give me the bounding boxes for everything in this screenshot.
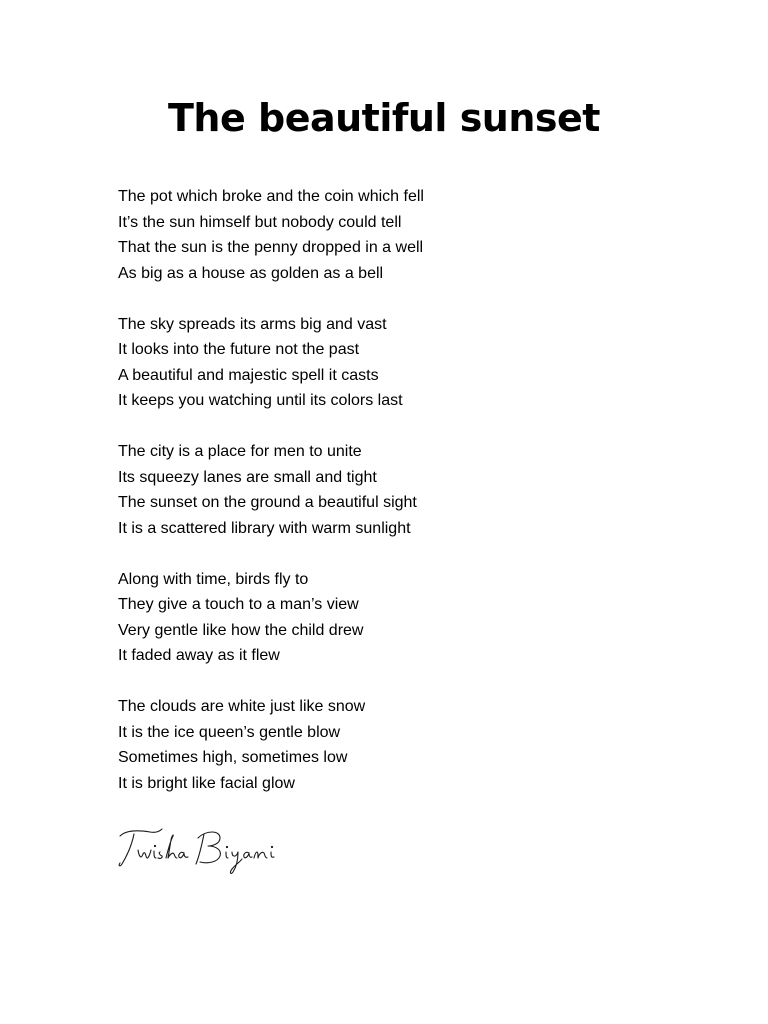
stanza [118,184,678,286]
stanza [118,694,678,796]
poem-line: They give a touch to a man’s view [118,596,359,613]
stanza [118,567,678,669]
handwritten-signature [116,822,296,878]
poem-line: That the sun is the penny dropped in a well [118,239,424,256]
poem-line: The sunset on the ground a beautiful sight [118,494,417,511]
poem-line: Sometimes high, sometimes low [118,749,348,766]
poem-line: It is the ice queen’s gentle blow [118,723,341,741]
poem-line: It’s the sun himself but nobody could tell [118,213,402,231]
poem-line: The pot which broke and the coin which fell [118,188,424,205]
poem-line: It looks into the future not the past [118,341,360,358]
poem-line: It keeps you watching until its colors last [118,392,403,409]
poem-line: It faded away as it flew [118,647,280,664]
poem-line: The clouds are white just like snow [118,698,366,715]
stanza [118,439,678,541]
poem-line: Very gentle like how the child drew [118,621,364,639]
poem-line: It is a scattered library with warm sunlight [118,519,411,537]
poem-line: The city is a place for men to unite [118,443,362,460]
poem-line: Its squeezy lanes are small and tight [118,468,377,486]
stanza [118,312,678,414]
poem-line: It is bright like facial glow [118,774,295,792]
poem-line: As big as a house as golden as a bell [118,264,384,282]
poem-line: The sky spreads its arms big and vast [118,315,387,333]
poem-title: The beautiful sunset [168,96,600,140]
poem-body [118,184,678,822]
poem-line: A beautiful and majestic spell it casts [118,366,379,384]
poem-line: Along with time, birds fly to [118,570,309,588]
